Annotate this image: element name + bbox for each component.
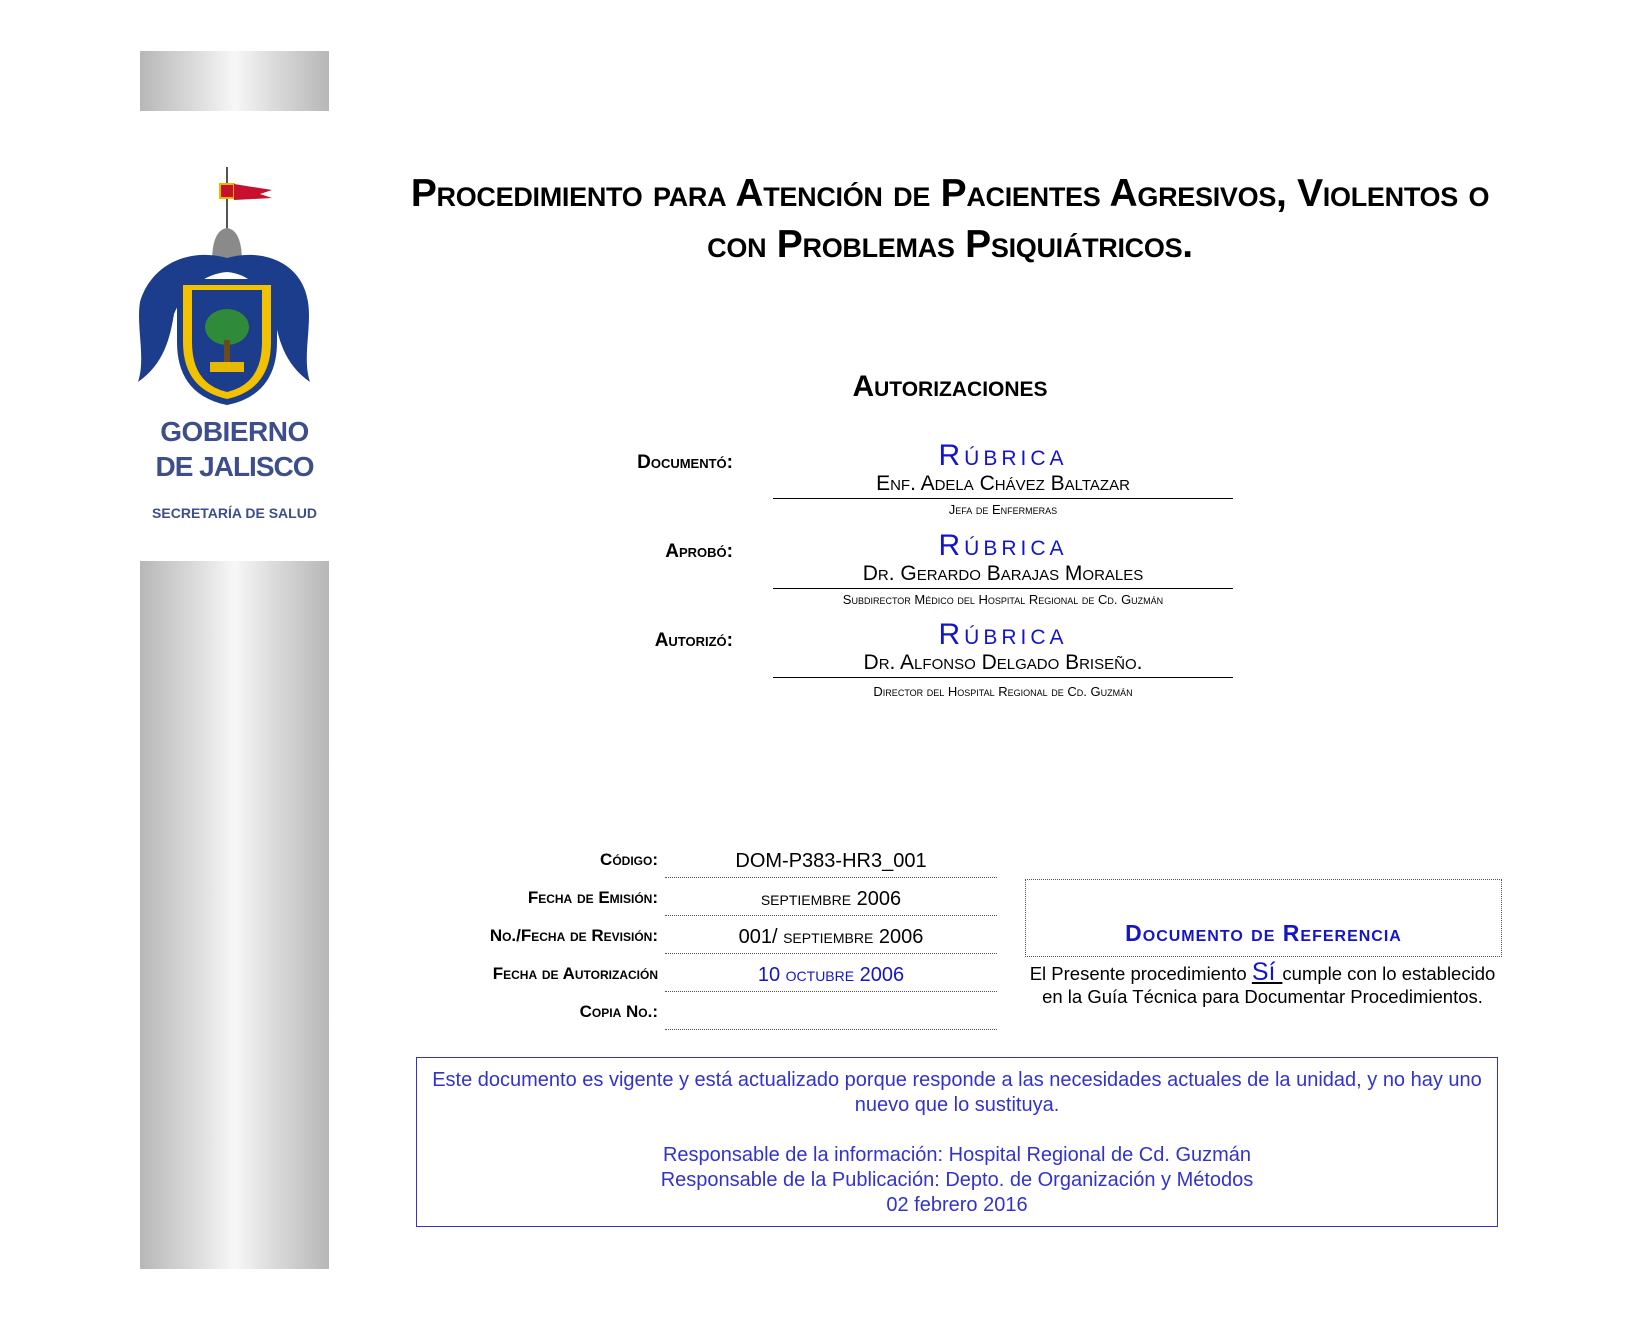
signature-label-autorizo: Autorizó: <box>654 630 733 651</box>
logo-text-jalisco: DE JALISCO <box>155 451 314 482</box>
information-responsible: Responsable de la información: Hospital Regional de Cd. Guzmán <box>662 1144 1252 1166</box>
signer-role: Director del Hospital Regional de Cd. Guzmán <box>873 684 1133 699</box>
logo-text-secretaria: SECRETARÍA DE SALUD <box>152 505 317 521</box>
jalisco-coat-of-arms-icon <box>132 162 312 407</box>
reference-answer: Sí <box>1251 958 1283 986</box>
signature-label-aprobo: Aprobó: <box>665 541 733 562</box>
validity-note-box <box>416 1057 1498 1227</box>
signature-block-autorizo <box>773 619 1233 700</box>
reference-text-after: cumple con lo establecido en la Guía Técnica para Documentar Procedimientos. <box>1042 963 1496 1007</box>
emission-date-value: septiembre 2006 <box>665 885 997 916</box>
signature-block-documento <box>773 440 1233 518</box>
signature-label-documento: Documentó: <box>637 452 733 473</box>
authorization-date-label: Fecha de Autorización <box>492 964 658 983</box>
signature-block-aprobo <box>773 530 1233 608</box>
signature-rubrica: Rúbrica <box>938 529 1068 562</box>
document-title: Procedimiento para Atención de Pacientes Agresivos, Violentos o con Problemas Psiquiátricos. <box>410 172 1490 266</box>
validity-statement: Este documento es vigente y está actualizado porque responde a las necesidades actuales de la unidad, y no hay uno nuevo que lo sustituya. <box>432 1069 1482 1116</box>
reference-text-before: El Presente procedimiento <box>1029 963 1252 984</box>
code-value: DOM-P383-HR3_001 <box>665 847 997 878</box>
signer-name: Enf. Adela Chávez Baltazar <box>773 472 1233 499</box>
revision-value: 001/ septiembre 2006 <box>665 923 997 954</box>
signer-name: Dr. Alfonso Delgado Briseño. <box>773 651 1233 678</box>
reference-statement <box>1025 958 1500 1008</box>
reference-box <box>1025 879 1502 957</box>
signer-name: Dr. Gerardo Barajas Morales <box>773 562 1233 589</box>
logo-text-gobierno: GOBIERNO <box>160 416 309 447</box>
sidebar-gradient-bottom <box>140 561 329 1269</box>
signature-rubrica: Rúbrica <box>938 439 1068 472</box>
copy-number-label: Copia No.: <box>579 1002 658 1021</box>
revision-label: No./Fecha de Revisión: <box>489 926 658 945</box>
signature-rubrica: Rúbrica <box>938 618 1068 651</box>
publication-responsible: Responsable de la Publicación: Depto. de Organización y Métodos <box>660 1169 1254 1191</box>
code-label: Código: <box>600 850 658 869</box>
signer-role: Jefa de Enfermeras <box>948 502 1058 517</box>
copy-number-value <box>665 999 997 1030</box>
emission-date-label: Fecha de Emisión: <box>527 888 658 907</box>
sidebar-gradient-top <box>140 51 329 111</box>
reference-title: Documento de Referencia <box>1125 920 1402 946</box>
authorizations-heading: Autorizaciones <box>852 370 1048 403</box>
signer-role: Subdirector Médico del Hospital Regional de Cd. Guzmán <box>842 592 1164 607</box>
publication-date: 02 febrero 2016 <box>886 1194 1028 1216</box>
authorization-date-value: 10 octubre 2006 <box>665 961 997 992</box>
